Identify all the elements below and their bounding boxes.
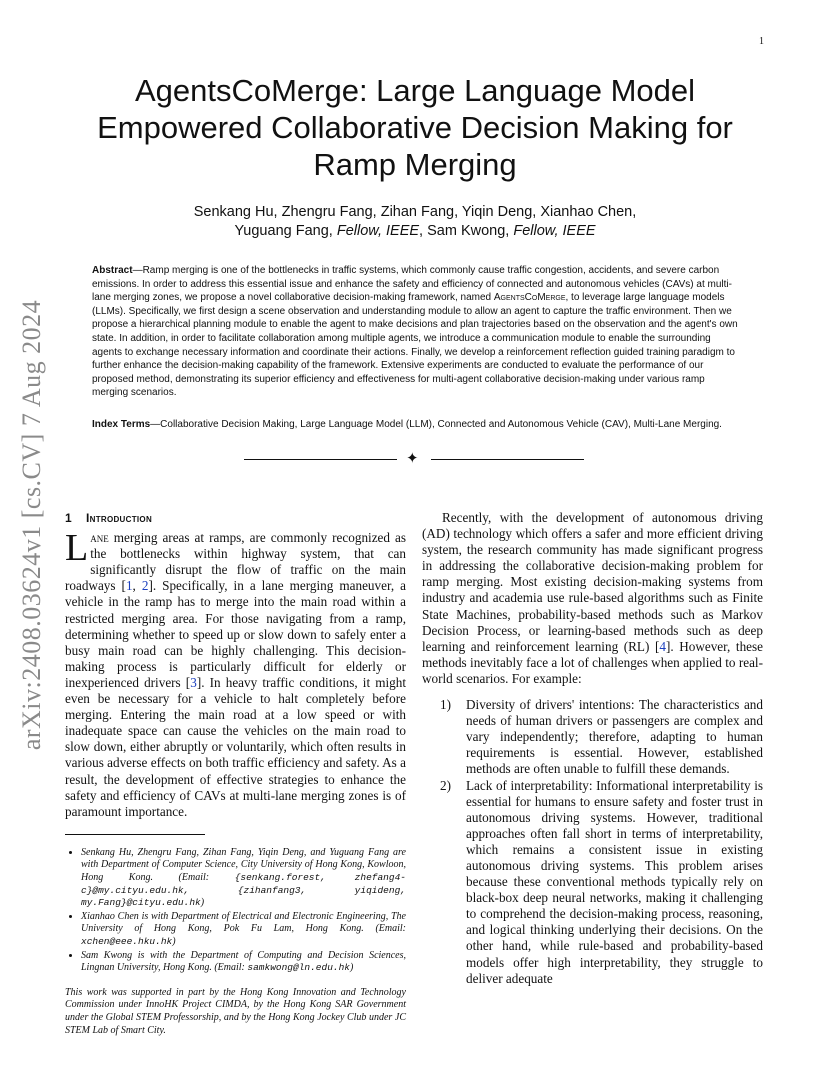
list-item: 2) Lack of interpretability: Informational interpretability is essential for humans to ensure safety and foster trust in autonomous driving systems. However, traditional approaches often fall short in terms of interpretability, which remains a consistent issue in existing autonomous driving systems. This problem arises because these conventional methods typically rely on black-box deep neural networks, making it challenging to comprehend the decision-making process, reasoning, and logical thinking underlying their decisions. On the other hand, while rule-based and probability-based models offer high interpretability, they struggle to deliver adequate <box>440 777 763 986</box>
left-column <box>65 510 406 1037</box>
email-text: samkwong@ln.edu.hk <box>247 962 351 974</box>
dropcap: L <box>65 527 89 570</box>
citation-link[interactable]: 2 <box>141 578 149 594</box>
footnote-item: • Sam Kwong is with the Department of Computing and Decision Sciences, Lingnan University, Hong Kong. (Email: samkwong@ln.edu.hk) <box>81 950 406 975</box>
framework-name: AgentsCoMerge <box>493 292 566 304</box>
index-terms-label: Index Terms <box>92 419 151 430</box>
challenge-list <box>422 697 763 987</box>
fellow-title: Fellow, IEEE <box>336 223 420 239</box>
paper-title: AgentsCoMerge: Large Language Model Empowered Collaborative Decision Making for Ramp Merging <box>97 73 733 182</box>
author-line-1: Senkang Hu, Zhengru Fang, Zihan Fang, Yiqin Deng, Xianhao Chen, <box>193 204 637 220</box>
abstract-label: Abstract <box>92 265 133 276</box>
arxiv-stamp <box>14 290 50 760</box>
citation-link[interactable]: 3 <box>190 674 197 690</box>
section-divider <box>244 452 584 466</box>
list-item: 1) Diversity of drivers' intentions: The characteristics and needs of human drivers or passengers are complex and vary independently; therefore, adapting to human requirements is essential. However, established methods are often unable to fulfill these demands. <box>440 697 763 777</box>
footnote-item: • Xianhao Chen is with Department of Electrical and Electronic Engineering, The University of Hong Kong, Pok Fu Lam, Hong Kong. (Email: xchen@eee.hku.hk) <box>81 911 406 949</box>
abstract: Abstract—Ramp merging is one of the bottlenecks in traffic systems, which commonly cause traffic congestion, accidents, and severe carbon emissions. In order to address this essential issue and enhance the safety and efficiency of connected and autonomous vehicles (CAVs) at multi-lane merging zones, we propose a novel collaborative decision-making framework, named AgentsCoMerge, to leverage large language models (LLMs). Specifically, we first design a scene observation and understanding module to allow an agent to capture the traffic environment. Then we propose a hierarchical planning module to enable the agent to make decisions and plan trajectories based on the observation and the agent's own state. In addition, in order to facilitate collaboration among multiple agents, we introduce a communication module to enable the surrounding agents to exchange necessary information and coordinate their actions. Finally, we develop a reinforcement reflection guided training paradigm to further enhance the decision-making capability of the framework. Extensive experiments are conducted to evaluate the performance of our proposed method, demonstrating its superior efficiency and effectiveness for multi-agent collaborative decision-making under various ramp merging scenarios. <box>92 265 738 399</box>
footnotes <box>65 847 406 1037</box>
author-line-2: Yuguang Fang, Fellow, IEEE, Sam Kwong, Fellow, IEEE <box>234 223 596 239</box>
page-number: 1 <box>759 36 764 47</box>
arxiv-stamp-text: arXiv:2408.03624v1 [cs.CV] 7 Aug 2024 <box>17 299 47 751</box>
divider-star-icon: ✦ <box>406 451 419 467</box>
citation-link[interactable]: 1 <box>125 578 133 594</box>
email-text: {senkang.forest, zhefang4-c}@my.cityu.edu.hk, {zihanfang3, yiqideng, my.Fang}@cityu.edu.hk <box>81 871 406 909</box>
index-terms: Index Terms—Collaborative Decision Making, Large Language Model (LLM), Connected and Autonomous Vehicle (CAV), Multi-Lane Merging. <box>92 419 722 430</box>
footnote-rule <box>65 834 205 835</box>
right-column <box>422 510 763 987</box>
footnote-item: • Senkang Hu, Zhengru Fang, Zihan Fang, Yiqin Deng, and Yuguang Fang are with Department of Computer Science, City University of Hong Kong, Kowloon, Hong Kong. (Email: {senkang.forest, zhefang4-c}@my.cityu.edu.hk, {zihanfang3, yiqideng, my.Fang}@cityu.edu.hk) <box>81 847 406 910</box>
body-paragraph: Recently, with the development of autonomous driving (AD) technology which offers a safer and more efficient driving system, the research community has made significant progress in addressing the collaborative decision-making problem for ramp merging. Most existing decision-making systems from industry and academia use rule-based algorithms such as Finite State Machines, probability-based methods such as Markov Decision Process, or learning-based methods such as deep learning and reinforcement learning (RL) [4]. However, these methods inevitably face a lot of challenges when applied to real-world scenarios. For example: <box>422 510 764 686</box>
email-text: xchen@eee.hku.hk <box>81 935 173 947</box>
author-list <box>120 203 710 241</box>
fellow-title: Fellow, IEEE <box>513 223 596 239</box>
section-heading: 1 Introduction <box>65 511 153 525</box>
funding-note: This work was supported in part by the Hong Kong Innovation and Technology Commission under InnoHK Project CIMDA, by the Hong Kong SAR Government under the Global STEM Professorship, and by the Hong Kong Jockey Club under JC STEM Lab of Smart City. <box>65 986 406 1036</box>
intro-paragraph: Lane merging areas at ramps, are commonly recognized as the bottlenecks within highway system, that can significantly disrupt the flow of traffic on the main roadways [1, 2]. Specifically, in a lane merging maneuver, a vehicle in the ramp has to merge into the main road within a restricted merging area. For those navigating from a ramp, determining whether to speed up or slow down to safely enter a busy main road can be highly challenging. This decision-making process is particularly difficult for elderly or inexperienced drivers [3]. In heavy traffic conditions, it might even be necessary for a vehicle to halt completely before merging. Entering the main road at a low speed or with inadequate space can cause the vehicles on the main road to slow down, either abruptly or voluntarily, which often results in various adverse effects on both traffic efficiency and safety. As a result, the development of effective strategies to enhance the safety and efficiency of CAVs at multi-lane merging zones is of paramount importance. <box>65 527 407 819</box>
citation-link[interactable]: 4 <box>659 638 666 654</box>
